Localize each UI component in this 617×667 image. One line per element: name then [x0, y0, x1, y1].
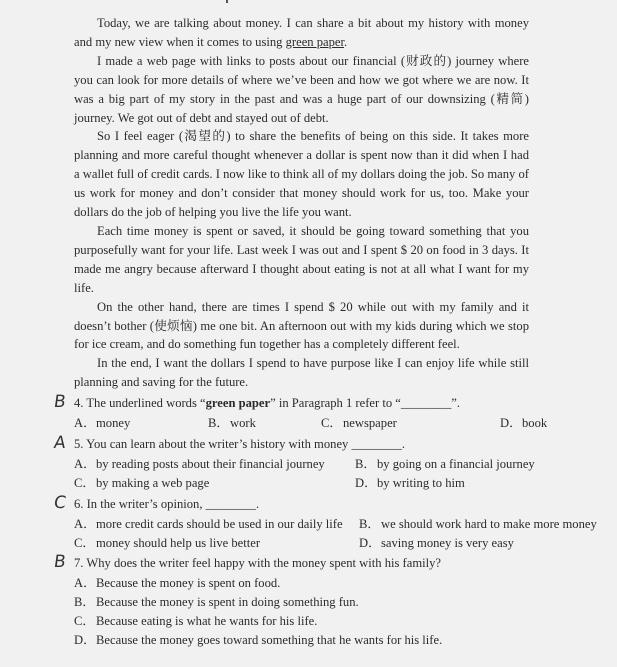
- paragraph-2: I made a web page with links to posts about our financial (财政的) journey where you can look for more details of where we’ve been and how we got where we are now. It was a big part of my story in the past and was a huge part of our downsizing (精简) journey. We got out of debt and stayed out of debt.: [74, 53, 529, 125]
- question-5-option-b[interactable]: B．by going on a financial journey: [355, 457, 535, 472]
- question-7: [52, 552, 611, 650]
- question-6-option-c[interactable]: C．money should help us live better: [74, 536, 261, 551]
- question-5-stem: 5. You can learn about the writer’s history with money ________.: [74, 437, 406, 452]
- question-4-stem: 4. The underlined words “green paper” in Paragraph 1 refer to “________”.: [74, 396, 460, 411]
- question-5-option-d[interactable]: D．by writing to him: [355, 476, 465, 491]
- question-7-option-a[interactable]: A．Because the money is spent on food.: [74, 576, 281, 591]
- question-5-options: [74, 455, 611, 493]
- question-4-options: [74, 414, 611, 433]
- question-4-option-c[interactable]: C．newspaper: [321, 416, 397, 431]
- scan-speck: [226, 0, 228, 3]
- question-6-option-d[interactable]: D．saving money is very easy: [359, 536, 514, 551]
- handwritten-answer-q6: C: [52, 493, 68, 514]
- paragraph-3: So I feel eager (渴望的) to share the benefits of being on this side. It takes more planning and more careful thought whenever a dollar is spent now than it did when I had a wallet full of credit cards. I now like to think all of my dollars doing the job. So many of us work for money and don’t consider that money should work for us, too. Make your dollars do the job of helping you live the life you want.: [74, 129, 529, 220]
- handwritten-answer-q4: B: [52, 392, 68, 413]
- paragraph-4: Each time money is spent or saved, it should be going toward something that you purposefully want for your life. Last week I was out and I spent $ 20 on food in 3 days. It made me angry because afterward I thought about eating is not at all what I want for my life.: [74, 223, 529, 295]
- question-5-option-c[interactable]: C．by making a web page: [74, 476, 210, 491]
- question-6-stem: 6. In the writer’s opinion, ________.: [74, 497, 260, 512]
- question-6-options: [74, 515, 611, 553]
- question-7-stem: 7. Why does the writer feel happy with the money spent with his family?: [74, 556, 442, 571]
- handwritten-answer-q5: A: [52, 433, 68, 454]
- question-4: [52, 392, 611, 433]
- underlined-phrase: green paper: [285, 34, 345, 49]
- paragraph-1: Today, we are talking about money. I can share a bit about my history with money and my new view when it comes to using green paper.: [74, 16, 529, 49]
- question-6: [52, 493, 611, 553]
- paragraph-5: On the other hand, there are times I spend $ 20 while out with my family and it doesn’t bother (使烦恼) me one bit. An afternoon out with my kids during which we stop for ice cream, and do something fun together has a completely different feel.: [74, 299, 529, 352]
- question-7-option-d[interactable]: D．Because the money goes toward something that he wants for his life.: [74, 633, 443, 648]
- question-4-option-d[interactable]: D．book: [500, 416, 548, 431]
- handwritten-answer-q7: B: [52, 552, 68, 573]
- paragraph-6: In the end, I want the dollars I spend to have purpose like I can enjoy life while still planning and saving for the future.: [74, 356, 529, 390]
- question-4-option-a[interactable]: A．money: [74, 416, 131, 431]
- question-7-option-c[interactable]: C．Because eating is what he wants for his life.: [74, 614, 318, 629]
- question-5-option-a[interactable]: A．by reading posts about their financial journey: [74, 457, 325, 472]
- question-6-option-b[interactable]: B．we should work hard to make more money: [359, 517, 597, 532]
- reading-passage: [74, 14, 529, 392]
- question-6-option-a[interactable]: A．more credit cards should be used in our daily life: [74, 517, 343, 532]
- question-5: [52, 433, 611, 493]
- question-7-option-b[interactable]: B．Because the money is spent in doing something fun.: [74, 595, 359, 610]
- question-4-option-b[interactable]: B．work: [208, 416, 256, 431]
